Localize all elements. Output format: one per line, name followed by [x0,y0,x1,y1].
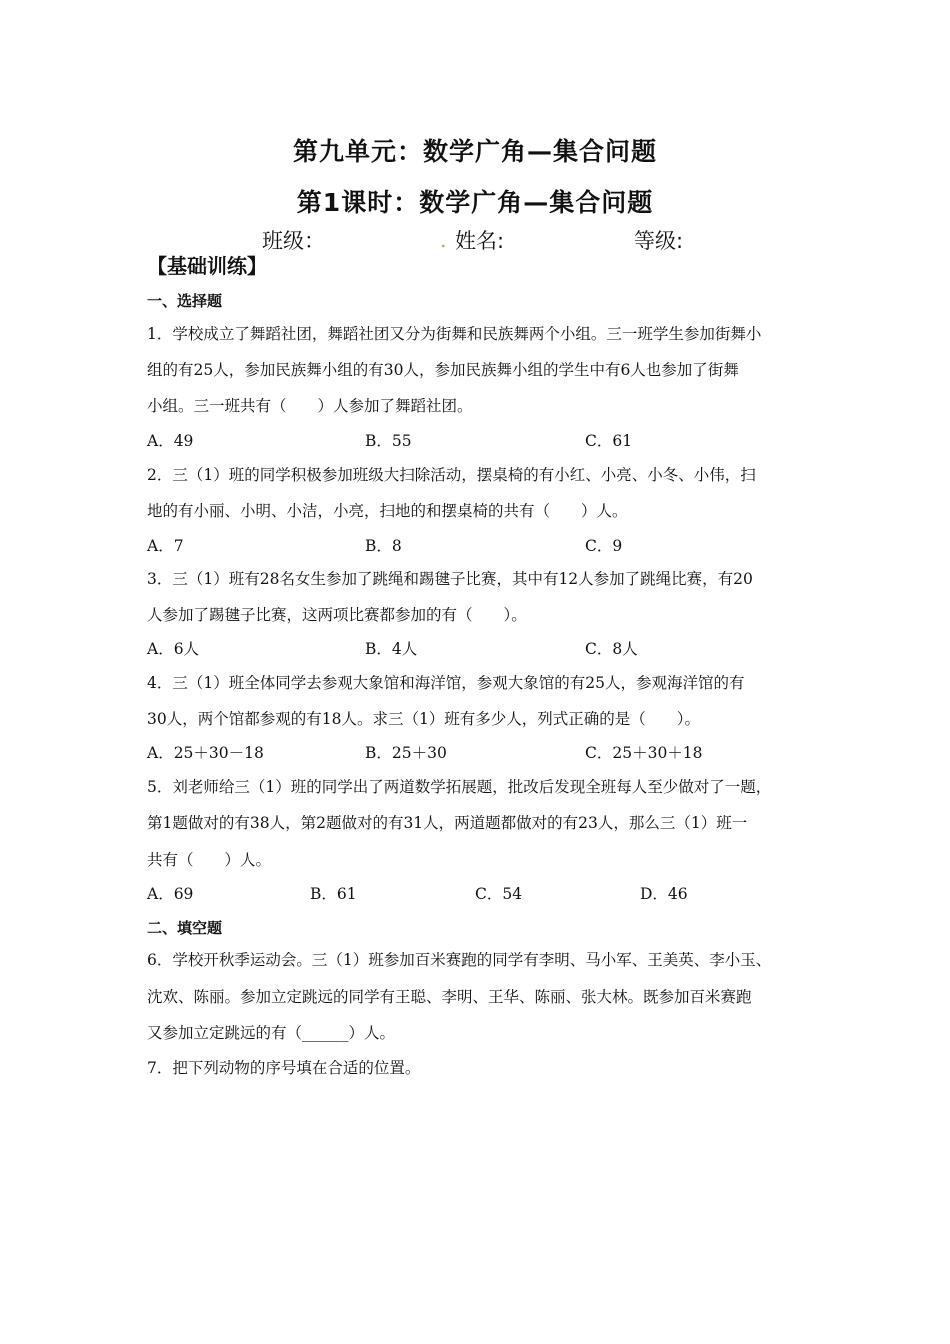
decorative-dot: . [440,228,447,252]
section-title: 【基础训练】 [147,254,267,278]
q7-line-1: 7．把下列动物的序号填在合适的位置。 [147,1059,421,1077]
q3-option-c: C．8人 [585,640,638,658]
lesson-title: 第1课时：数学广角—集合问题 [296,188,654,217]
class-label: 班级： [262,229,325,253]
q5-line-1: 5．刘老师给三（1）班的同学出了两道数学拓展题，批改后发现全班每人至少做对了一题， [147,778,772,796]
q4-line-2: 30人，两个馆都参观的有18人。求三（1）班有多少人，列式正确的是（ ）。 [147,710,701,728]
q2-line-1: 2．三（1）班的同学积极参加班级大扫除活动，摆桌椅的有小红、小亮、小冬、小伟，扫 [147,466,756,484]
q2-option-c: C．9 [585,537,623,555]
q5-option-b: B．61 [310,885,357,903]
name-label: 姓名: [455,229,505,253]
part2-heading: 二、填空题 [147,919,223,937]
q6-line-1: 6．学校开秋季运动会。三（1）班参加百米赛跑的同学有李明、马小军、王美英、李小玉、 [147,951,772,969]
unit-title: 第九单元：数学广角—集合问题 [292,137,657,166]
q6-line-3: 又参加立定跳远的有（______）人。 [147,1024,396,1042]
q3-line-2: 人参加了踢毽子比赛，这两项比赛都参加的有（ ）。 [147,606,527,624]
q5-option-a: A．69 [147,885,194,903]
q6-line-2: 沈欢、陈丽。参加立定跳远的同学有王聪、李明、王华、陈丽、张大林。既参加百米赛跑 [147,988,752,1006]
q2-line-2: 地的有小丽、小明、小洁，小亮，扫地的和摆桌椅的共有（ ）人。 [147,502,628,520]
q1-option-c: C．61 [585,432,633,450]
q4-option-b: B．25＋30 [365,744,447,762]
q4-line-1: 4．三（1）班全体同学去参观大象馆和海洋馆，参观大象馆的有25人，参观海洋馆的有 [147,674,745,692]
q4-option-a: A．25＋30－18 [147,744,264,762]
q1-line-2: 组的有25人，参加民族舞小组的有30人，参加民族舞小组的学生中有6人也参加了街舞 [147,361,739,379]
q2-option-a: A．7 [147,537,184,555]
q1-line-3: 小组。三一班共有（ ）人参加了舞蹈社团。 [147,397,473,415]
q5-line-2: 第1题做对的有38人，第2题做对的有31人，两道题都做对的有23人，那么三（1）班一 [147,814,748,832]
q1-line-1: 1．学校成立了舞蹈社团，舞蹈社团又分为街舞和民族舞两个小组。三一班学生参加街舞小 [147,325,762,343]
q5-option-c: C．54 [475,885,523,903]
q4-option-c: C．25＋30＋18 [585,744,703,762]
q2-option-b: B．8 [365,537,402,555]
q3-line-1: 3．三（1）班有28名女生参加了跳绳和踢毽子比赛，其中有12人参加了跳绳比赛，有20 [147,570,753,588]
q3-option-a: A．6人 [147,640,200,658]
grade-label: 等级: [634,229,684,253]
q5-option-d: D．46 [640,885,688,903]
q1-option-b: B．55 [365,432,412,450]
q3-option-b: B．4人 [365,640,418,658]
part1-heading: 一、选择题 [147,292,223,310]
q5-line-3: 共有（ ）人。 [147,851,272,869]
q1-option-a: A．49 [147,432,194,450]
